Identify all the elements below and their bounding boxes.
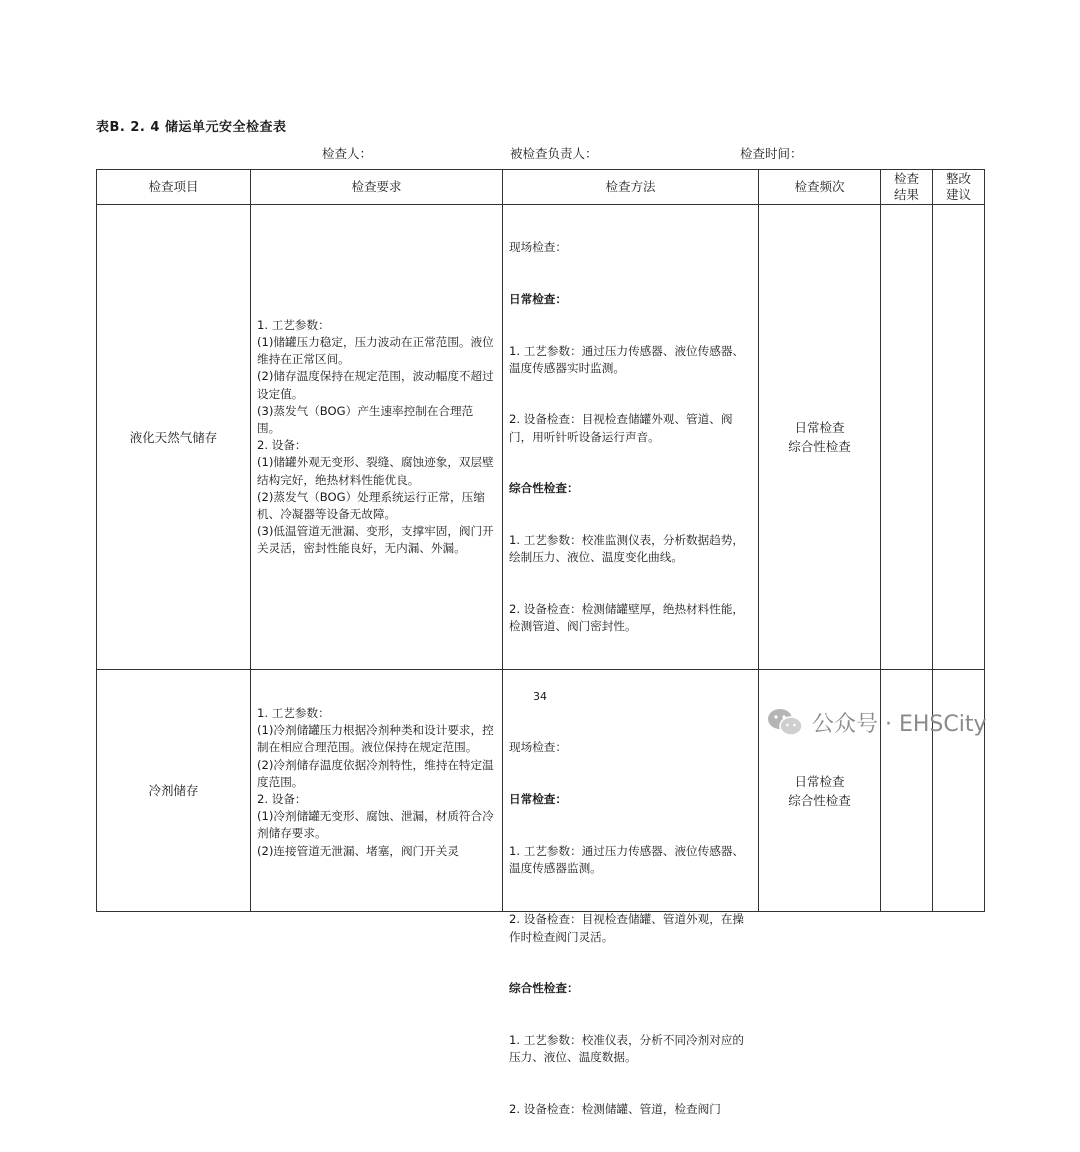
- requirement-cell: 1. 工艺参数： (1)储罐压力稳定，压力波动在正常范围。液位维持在正常区间。 (2)储存温度保持在规定范围，波动幅度不超过设定值。 (3)蒸发气（BOG）产生速率控制在合理范围。 2. 设备： (1)储罐外观无变形、裂缝、腐蚀迹象，双层壁结构完好，绝热材料性能优良。 (2)蒸发气（BOG）处理系统运行正常，压缩机、冷凝器等设备无故障。 (3)低温管道无泄漏、变形，支撑牢固，阀门开关灵活，密封性能良好，无内漏、外漏。: [251, 205, 503, 670]
- method-line: 1. 工艺参数：校准监测仪表，分析数据趋势，绘制压力、液位、温度变化曲线。: [509, 532, 745, 565]
- check-item-cell: 液化天然气储存: [97, 205, 251, 670]
- header-check-frequency: 检查频次: [759, 170, 881, 205]
- header-check-requirement: 检查要求: [251, 170, 503, 205]
- frequency-cell: 日常检查 综合性检查: [759, 205, 881, 670]
- suggestion-cell[interactable]: [933, 205, 985, 670]
- responsible-person-label: 被检查负责人：: [510, 146, 598, 161]
- method-line: 2. 设备检查：目视检查储罐外观、管道、阀门，用听针听设备运行声音。: [509, 412, 733, 444]
- inspection-table: [96, 169, 985, 1116]
- table-caption: 表B. 2. 4 储运单元安全检查表: [96, 120, 287, 135]
- method-line: 现场检查：: [509, 240, 567, 255]
- method-line: 1. 工艺参数：通过压力传感器、液位传感器、温度传感器监测。: [509, 843, 745, 875]
- method-line: 日常检查：: [509, 791, 567, 806]
- header-rectification-suggestion: 整改 建议: [933, 170, 985, 205]
- method-line: 日常检查：: [509, 292, 567, 307]
- watermark: [766, 706, 987, 738]
- method-line: 2. 设备检查：检测储罐壁厚，绝热材料性能，检测管道、阀门密封性。: [509, 601, 745, 633]
- method-cell: [503, 205, 759, 670]
- method-text-wrap: [509, 705, 752, 1116]
- header-check-result: 检查 结果: [881, 170, 933, 205]
- inspection-time-label: 检查时间：: [740, 146, 803, 161]
- inspector-label: 检查人：: [322, 146, 373, 161]
- method-line: 1. 工艺参数：校准仪表，分析不同冷剂对应的压力、液位、温度数据。: [509, 1032, 745, 1064]
- table-row: [97, 205, 985, 670]
- wechat-icon: [766, 707, 804, 737]
- method-line: 综合性检查：: [509, 481, 579, 496]
- method-line: 综合性检查：: [509, 981, 579, 996]
- table-header-row: [97, 170, 985, 205]
- method-line: 1. 工艺参数：通过压力传感器、液位传感器、温度传感器实时监测。: [509, 343, 745, 375]
- header-check-method: 检查方法: [503, 170, 759, 205]
- requirement-cell: [251, 670, 503, 912]
- method-line: 2. 设备检查：检测储罐、管道，检查阀门: [509, 1101, 721, 1116]
- watermark-text: 公众号 · EHSCity: [812, 711, 987, 737]
- method-line: 2. 设备检查：目视检查储罐、管道外观，在操作时检查阀门灵活。: [509, 912, 745, 944]
- method-cell: [503, 670, 759, 1116]
- check-item-cell: 冷剂储存: [97, 670, 251, 912]
- page-number: 34: [533, 690, 547, 703]
- header-check-item: 检查项目: [97, 170, 251, 205]
- requirement-text: 1. 工艺参数： (1)冷剂储罐压力根据冷剂种类和设计要求，控制在相应合理范围。液位保持在规定范围。 (2)冷剂储存温度依据冷剂特性，维持在特定温度范围。 2. 设备： (1)冷剂储罐无变形、腐蚀、泄漏，材质符合冷剂储存要求。 (2)连接管道无泄漏、堵塞，阀门开关灵: [257, 705, 494, 858]
- frequency-cell: 日常检查 综合性检查: [759, 670, 881, 912]
- inspection-info-row: [0, 144, 1080, 162]
- result-cell[interactable]: [881, 205, 933, 670]
- method-line: 现场检查：: [509, 740, 567, 755]
